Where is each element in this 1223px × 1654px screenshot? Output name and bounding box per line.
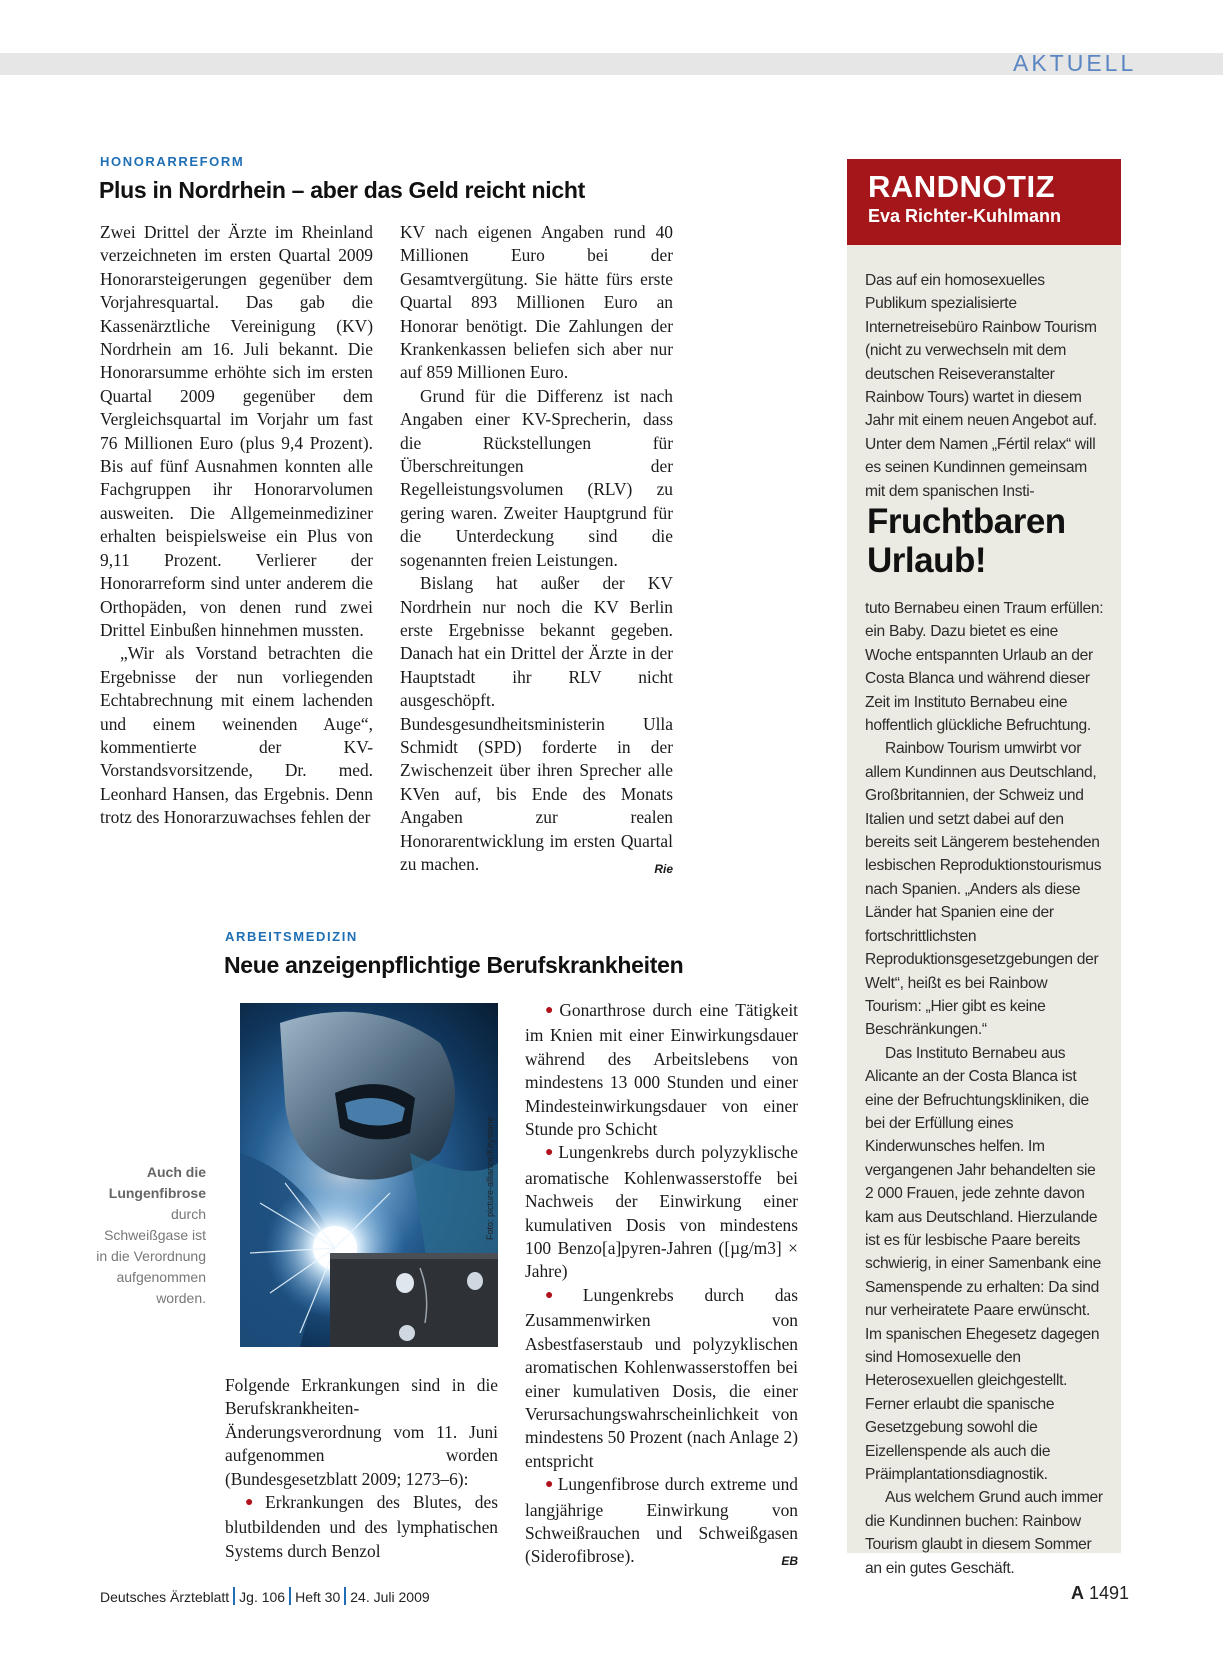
bullet-text: Erkrankungen des Blutes, des blutbildenden und des lymphatischen Systems durch Benzol: [225, 1492, 498, 1561]
article2-kicker: ARBEITSMEDIZIN: [225, 929, 358, 944]
sidebar-pull-quote-line-1: Fruchtbaren: [867, 502, 1066, 541]
bullet-text: Lungenkrebs durch polyzyklische aromatische Kohlenwasserstoffe bei Nachweis der Einwirkung einer kumulativen Dosis von mindestens 100 Benzo[a]pyren-Jahren ([µg/m3] × Jahre): [525, 1142, 798, 1282]
article1-col1-para-1: Zwei Drittel der Ärzte im Rheinland verzeichneten im ersten Quartal 2009 Honorarsteigerungen gegenüber dem Vorjahresquartal. Das gab die Kassenärztliche Vereinigung (KV) Nordrhein am 16. Juli bekannt. Die Honorarsumme erhöhte sich im ersten Quartal 2009 gegenüber dem Vergleichsquartal im Vorjahr um fast 76 Millionen Euro (plus 9,4 Prozent). Bis auf fünf Ausnahmen konnten alle Fachgruppen ihr Honorarvolumen ausweiten. Die Allgemeinmediziner erhalten beispielsweise ein Plus von 9,11 Prozent. Verlierer der Honorarreform sind unter anderem die Orthopäden, von denen rund zwei Drittel Einbußen hinnehmen mussten.: [100, 222, 373, 640]
bullet-item: [225, 1491, 498, 1563]
footer-divider: [344, 1587, 346, 1605]
footer-issue: Heft 30: [295, 1589, 341, 1605]
caption-text: durch Schweißgase ist in die Verordnung aufgenommen worden.: [96, 1206, 206, 1306]
bullet-text: Lungenfibrose durch extreme und langjährige Einwirkung von Schweißrauchen und Schweißgasen (Siderofibrose).: [525, 1474, 798, 1567]
randnotiz-sidebar: [847, 159, 1121, 1577]
page-prefix: A: [1071, 1583, 1084, 1603]
footer-date: 24. Juli 2009: [350, 1589, 430, 1605]
footer-divider: [233, 1587, 235, 1605]
article1-title: Plus in Nordrhein – aber das Geld reicht nicht: [99, 177, 585, 203]
article1-col2-para-3-text: Bislang hat außer der KV Nordrhein nur noch die KV Berlin erste Ergebnisse bekannt gegeben. Danach hat ein Drittel der Ärzte in der Hauptstadt ihr RLV nicht ausgeschöpft. Bundesgesundheitsministerin Ulla Schmidt (SPD) forderte in der Zwischenzeit über ihren Sprecher alle KVen auf, bis Ende des Monats Angaben zur realen Honorarentwicklung im ersten Quartal zu machen.: [400, 573, 673, 874]
page-number-value: 1491: [1089, 1583, 1130, 1603]
sidebar-header: [847, 159, 1121, 245]
footer-journal: Deutsches Ärzteblatt: [100, 1589, 230, 1605]
bullet-item: [525, 1473, 798, 1569]
bullet-icon: ●: [545, 1003, 557, 1018]
footer-citation: [100, 1587, 430, 1605]
sidebar-pull-quote-line-2: Urlaub!: [867, 541, 986, 580]
article1-signature: Rie: [654, 861, 673, 876]
bullet-item: [525, 999, 798, 1141]
sidebar-intro: [865, 269, 1105, 503]
sidebar-para-3: Das Instituto Bernabeu aus Alicante an der Costa Blanca ist eine der Befruchtungskliniken, die bei der Erfüllung eines Kinderwunsches helfen. Im vergangenen Jahr behandelten sie 2 000 Frauen, jede zehnte davon kam aus Deutschland. Hierzulande ist es für lesbische Paare bereits schwierig, in einer Samenbank eine Samenspende zu erhalten: Da sind nur verheiratete Paare erwünscht. Im spanischen Ehegesetz dagegen sind Homosexuelle den Heterosexuellen gleichgestellt. Ferner erlaubt die spanische Gesetzgebung sowohl die Eizellenspende als auch die Präimplantationsdiagnostik.: [865, 1044, 1101, 1484]
article1-col2-para-2: Grund für die Differenz ist nach Angaben einer KV-Sprecherin, dass die Rückstellungen für Überschreitungen der Regelleistungsvolumen (RLV) zu gering waren. Zweiter Hauptgrund für die Unterdeckung sind die sogenannten freien Leistungen.: [400, 385, 673, 570]
sidebar-intro-text: Das auf ein homosexuelles Publikum spezialisierte Internetreisebüro Rainbow Tourism (nicht zu verwechseln mit dem deutschen Reiseveranstalter Rainbow Tours) wartet in diesem Jahr mit einem neuen Angebot auf. Unter dem Namen „Fértil relax“ will es seinen Kundinnen gemeinsam mit dem spanischen Insti-: [865, 272, 1097, 500]
sidebar-body: [865, 597, 1105, 1580]
article2-column-2: [525, 999, 798, 1574]
bullet-text: Gonarthrose durch eine Tätigkeit im Knien mit einer Einwirkungsdauer während des Arbeitslebens von mindestens 13 000 Stunden und einer Mindesteinwirkungsdauer von einer Stunde pro Schicht: [525, 1000, 798, 1140]
article1-col1-para-2: „Wir als Vorstand betrachten die Ergebnisse der nun vorliegenden Echtabrechnung mit einem lachenden und einem weinenden Auge“, kommentierte der KV-Vorstandsvorsitzende, Dr. med. Leonhard Hansen, das Ergebnis. Denn trotz des Honorarzuwachses fehlen der: [100, 643, 373, 828]
photo-credit: Foto: picture-alliance/Keystone: [485, 1116, 495, 1240]
bullet-text: Lungenkrebs durch das Zusammenwirken von Asbestfaserstaub und polyzyklischen aromatischen Kohlenwasserstoffen bei einer kumulativen Dosis, die einer Verursachungswahrscheinlichkeit von mindestens 50 Prozent (nach Anlage 2) entspricht: [525, 1284, 798, 1471]
article1-column-1: [100, 221, 373, 830]
article1-kicker: HONORARREFORM: [100, 154, 245, 169]
bullet-icon: ●: [545, 1477, 555, 1493]
footer-volume: Jg. 106: [239, 1589, 286, 1605]
caption-bold: Auch die Lungenfibrose: [108, 1164, 206, 1201]
page-number: [1071, 1583, 1129, 1604]
welding-photo: [240, 1003, 498, 1347]
article1-col2-para-3: [400, 572, 673, 876]
sidebar-para-1: tuto Bernabeu einen Traum erfüllen: ein Baby. Dazu bietet es eine Woche entspannten Urlaub an der Costa Blanca und während dieser Zeit im Instituto Bernabeu eine hoffentlich glückliche Befruchtung.: [865, 600, 1104, 735]
article2-intro: Folgende Erkrankungen sind in die Berufskrankheiten-Änderungsverordnung vom 11. Juni aufgenommen worden (Bundesgesetzblatt 2009; 1273–6):: [225, 1375, 498, 1489]
bullet-item: [525, 1284, 798, 1473]
article2-column-1: [225, 1374, 498, 1563]
article1-col2-para-1: KV nach eigenen Angaben rund 40 Millionen Euro bei der Gesamtvergütung. Sie hätte fürs erste Quartal 893 Millionen Euro an Honorar benötigt. Die Zahlungen der Krankenkassen beliefen sich aber nur auf 859 Millionen Euro.: [400, 222, 673, 383]
sidebar-title: RANDNOTIZ: [868, 169, 1056, 204]
article2-title: Neue anzeigenpflichtige Berufskrankheiten: [224, 952, 684, 978]
bullet-icon: ●: [245, 1495, 263, 1511]
article1-column-2: [400, 221, 673, 881]
section-label: AKTUELL: [1013, 50, 1137, 76]
welding-illustration: [240, 1003, 498, 1347]
footer-divider: [289, 1587, 291, 1605]
article2-signature: EB: [781, 1554, 798, 1569]
sidebar-para-4: Aus welchem Grund auch immer die Kundinnen buchen: Rainbow Tourism glaubt in diesem Sommer an ein gutes Geschäft.: [865, 1489, 1103, 1577]
sidebar-para-2: Rainbow Tourism umwirbt vor allem Kundinnen aus Deutschland, Großbritannien, der Schweiz und Italien und setzt dabei auf den bereits seit Längerem bestehenden lesbischen Reproduktionstourismus nach Spanien. „Anders als diese Länder hat Spanien eine der fortschrittlichsten Reproduktionsgesetzgebungen der Welt“, heißt es bei Rainbow Tourism: „Hier gibt es keine Beschränkungen.“: [865, 740, 1102, 1039]
bullet-item: [525, 1141, 798, 1283]
bullet-icon: ●: [545, 1287, 580, 1303]
bullet-icon: ●: [545, 1145, 556, 1161]
sidebar-author: Eva Richter-Kuhlmann: [868, 206, 1062, 226]
sidebar-pull-quote: [867, 502, 1066, 580]
photo-caption: [96, 1162, 206, 1309]
